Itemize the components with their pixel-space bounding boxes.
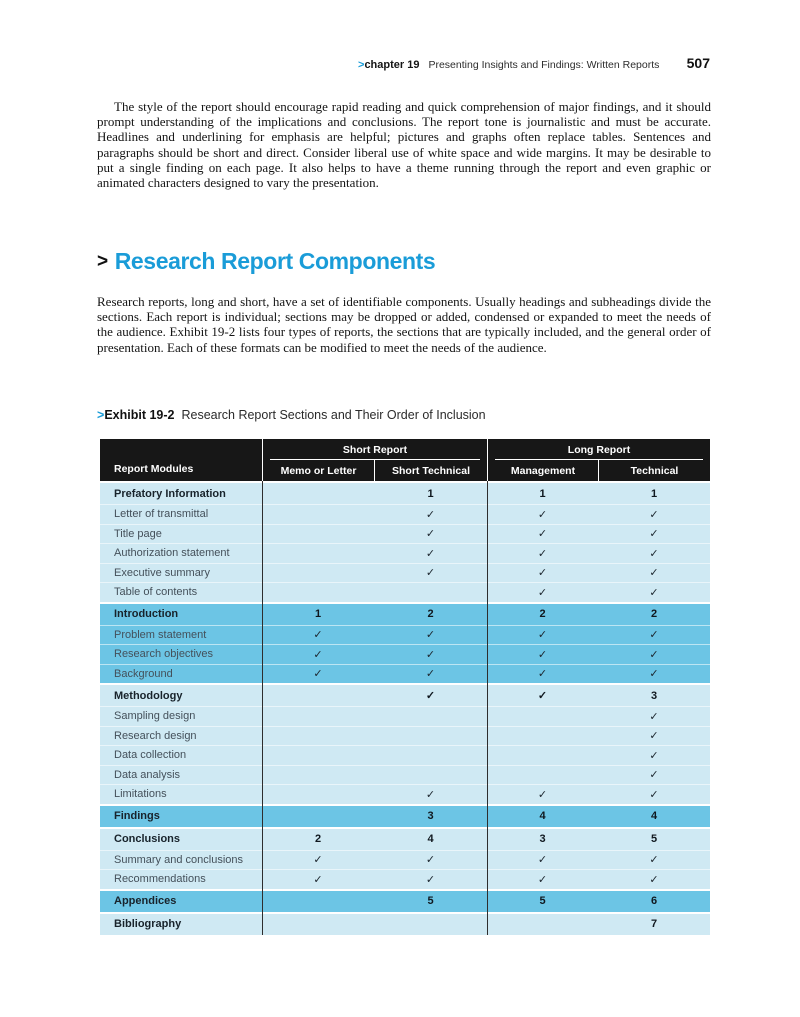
row-label: Prefatory Information (114, 487, 226, 500)
order-value-cell: 1 (314, 608, 322, 620)
chapter-title: Presenting Insights and Findings: Written Reports (428, 59, 660, 71)
row-label: Summary and conclusions (114, 853, 244, 866)
table-row (100, 804, 710, 827)
table-row (100, 625, 710, 645)
order-value-cell: 2 (539, 608, 546, 620)
row-label: Authorization statement (114, 547, 230, 560)
column-header-technical: Technical (598, 460, 710, 481)
table-row (100, 504, 710, 524)
exhibit-caption (97, 407, 486, 423)
check-icon: ✓ (649, 854, 659, 867)
table-row (100, 481, 710, 504)
order-value-cell: 4 (650, 810, 658, 822)
section-heading (97, 246, 435, 277)
check-icon: ✓ (313, 629, 323, 642)
row-label: Bibliography (114, 918, 182, 930)
heading-arrow-icon: > (97, 251, 108, 272)
group-header-long-report (487, 439, 710, 460)
check-icon: ✓ (649, 547, 659, 560)
row-label: Appendices (114, 895, 177, 907)
check-icon: ✓ (537, 508, 548, 521)
table-row (100, 664, 710, 684)
row-label: Problem statement (114, 628, 207, 641)
order-value-cell: 2 (314, 833, 322, 845)
table-row (100, 524, 710, 544)
table-row (100, 683, 710, 706)
check-icon: ✓ (537, 873, 548, 886)
check-icon: ✓ (649, 769, 659, 782)
row-label: Limitations (114, 788, 167, 801)
check-icon: ✓ (649, 567, 659, 580)
table-body (100, 481, 710, 935)
chapter-marker: > (358, 59, 365, 71)
check-icon: ✓ (425, 508, 436, 521)
section-heading-title: Research Report Components (114, 248, 436, 274)
row-label: Research objectives (114, 648, 214, 661)
row-label: Findings (114, 810, 160, 822)
check-icon: ✓ (649, 788, 659, 801)
check-icon: ✓ (313, 854, 323, 867)
check-icon: ✓ (425, 648, 436, 661)
check-icon: ✓ (537, 788, 548, 801)
group-header-label: Long Report (567, 443, 631, 456)
table-row (100, 543, 710, 563)
order-value-cell: 1 (539, 487, 546, 500)
report-sections-table (100, 439, 710, 935)
paragraph-report-style: The style of the report should encourage rapid reading and quick comprehension of major findings, and it should prompt understanding of the implications and conclusions. The report tone is journalistic and must be accurate. Headlines and underlining for emphasis are helpful; pictures and graphs often replace tables. Sentences and paragraphs should be short and direct. Consider liberal use of white space and wide margins. It may be desirable to put a single finding on each page. It also helps to have a theme running through the report and even graphic or animated characters designed to vary the presentation. (97, 99, 711, 191)
order-value-cell: 7 (650, 918, 658, 930)
order-value-cell: 1 (427, 487, 434, 500)
table-row (100, 784, 710, 804)
exhibit-title: Research Report Sections and Their Order of Inclusion (181, 408, 486, 422)
check-icon: ✓ (425, 854, 436, 867)
order-value-cell: 3 (650, 689, 658, 702)
order-value-cell: 4 (427, 833, 434, 845)
row-label: Sampling design (114, 710, 196, 723)
order-value-cell: 4 (539, 810, 546, 822)
row-label: Data analysis (114, 768, 181, 781)
check-icon: ✓ (537, 690, 548, 702)
row-label: Introduction (114, 608, 179, 620)
table-row (100, 765, 710, 785)
check-icon: ✓ (649, 629, 659, 642)
order-value-cell: 3 (539, 833, 546, 845)
check-icon: ✓ (649, 730, 659, 743)
check-icon: ✓ (649, 710, 659, 723)
check-icon: ✓ (649, 508, 659, 521)
group-header-short-report (262, 439, 487, 460)
check-icon: ✓ (537, 629, 548, 642)
check-icon: ✓ (537, 648, 548, 661)
row-label: Research design (114, 729, 197, 742)
table-row (100, 912, 710, 935)
check-icon: ✓ (649, 749, 659, 762)
table-row (100, 563, 710, 583)
check-icon: ✓ (649, 586, 659, 599)
check-icon: ✓ (649, 873, 659, 886)
order-value-cell: 2 (650, 608, 658, 620)
table-row (100, 869, 710, 889)
check-icon: ✓ (537, 528, 548, 541)
table-row (100, 726, 710, 746)
row-label: Recommendations (114, 873, 206, 886)
running-head (358, 56, 710, 72)
check-icon: ✓ (649, 648, 659, 661)
check-icon: ✓ (425, 788, 436, 801)
check-icon: ✓ (425, 547, 436, 560)
order-value-cell: 5 (427, 895, 434, 907)
table-row (100, 827, 710, 850)
table-row (100, 745, 710, 765)
table-column-rule (262, 481, 263, 935)
table-row (100, 644, 710, 664)
row-label: Title page (114, 527, 162, 540)
table-row (100, 889, 710, 912)
check-icon: ✓ (425, 668, 436, 681)
order-value-cell: 5 (650, 833, 658, 845)
check-icon: ✓ (425, 873, 436, 886)
chapter-label: chapter 19 (364, 59, 420, 71)
column-header-memo-or-letter: Memo or Letter (262, 460, 374, 481)
exhibit-label: Exhibit 19-2 (104, 408, 175, 422)
table-row (100, 706, 710, 726)
check-icon: ✓ (313, 648, 323, 661)
row-label: Data collection (114, 749, 187, 762)
check-icon: ✓ (425, 690, 436, 702)
order-value-cell: 5 (539, 895, 546, 907)
exhibit-arrow-icon: > (97, 408, 105, 422)
column-header-management: Management (487, 460, 598, 481)
row-label: Table of contents (114, 586, 198, 599)
column-header-report-modules: Report Modules (114, 463, 194, 475)
row-label: Letter of transmittal (114, 508, 209, 521)
row-label: Methodology (114, 689, 183, 702)
order-value-cell: 1 (650, 487, 658, 500)
order-value-cell: 3 (427, 810, 434, 822)
table-row (100, 582, 710, 602)
table-column-rule (487, 481, 488, 935)
table-row (100, 850, 710, 870)
check-icon: ✓ (313, 873, 323, 886)
check-icon: ✓ (537, 567, 548, 580)
order-value-cell: 2 (427, 608, 434, 620)
row-label: Conclusions (114, 833, 181, 845)
group-header-label: Short Report (342, 443, 408, 456)
table-row (100, 602, 710, 625)
check-icon: ✓ (537, 547, 548, 560)
check-icon: ✓ (537, 668, 548, 681)
page-number: 507 (686, 55, 710, 71)
check-icon: ✓ (537, 854, 548, 867)
check-icon: ✓ (425, 567, 436, 580)
check-icon: ✓ (425, 528, 436, 541)
table-header (100, 439, 710, 481)
check-icon: ✓ (649, 528, 659, 541)
row-label: Executive summary (114, 566, 210, 579)
row-label: Background (114, 667, 173, 680)
paragraph-report-components: Research reports, long and short, have a set of identifiable components. Usually headings and subheadings divide the sections. Each report is individual; sections may be dropped or added, condensed or expanded to meet the needs of the audience. Exhibit 19-2 lists four types of reports, the sections that are typically included, and the general order of presentation. Each of these formats can be modified to meet the needs of the audience. (97, 294, 711, 355)
check-icon: ✓ (313, 668, 323, 681)
check-icon: ✓ (649, 668, 659, 681)
column-header-short-technical: Short Technical (374, 460, 487, 481)
order-value-cell: 6 (650, 895, 658, 907)
check-icon: ✓ (425, 629, 436, 642)
check-icon: ✓ (537, 586, 548, 599)
